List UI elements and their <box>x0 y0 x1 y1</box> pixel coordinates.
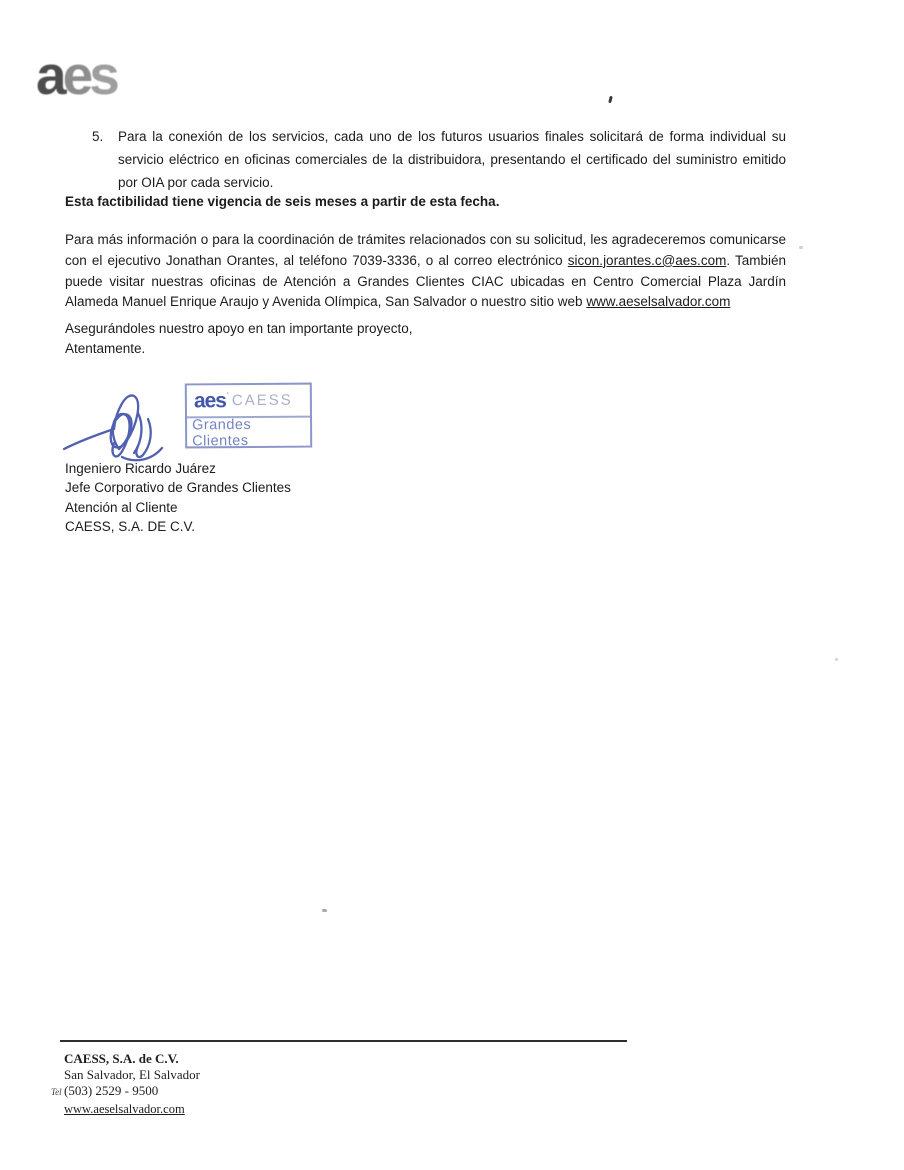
signer-name: Ingeniero Ricardo Juárez <box>65 461 216 476</box>
footer-website-link: www.aeselsalvador.com <box>64 1101 185 1116</box>
stamp-aes-logo: aes <box>193 389 227 413</box>
footer-divider <box>60 1040 627 1042</box>
stamp-caess-label: CAESS <box>231 391 293 410</box>
contact-text: Para más información o para la coordinación de trámites relacionados con su solicitud, les agradeceremos comunicarse con el ejecutivo Jonathan Orantes, al teléfono 7039-3336, o al correo electrónico <box>65 232 786 268</box>
signer-company: CAESS, S.A. DE C.V. <box>65 518 196 534</box>
footer-phone-number: (503) 2529 - 9500 <box>64 1083 159 1099</box>
stamp-department-label: Grandes Clientes <box>192 416 252 450</box>
signer-department: Atención al Cliente <box>65 499 178 515</box>
closing-line: Atentamente. <box>65 341 146 356</box>
list-item-number: 5. <box>92 129 104 144</box>
signature-block <box>65 459 291 536</box>
footer <box>51 1051 200 1117</box>
caess-stamp <box>185 383 312 449</box>
scan-speck <box>322 909 327 912</box>
scan-speck <box>608 96 613 104</box>
footer-company: CAESS, S.A. de C.V. <box>64 1051 179 1066</box>
footer-location: San Salvador, El Salvador <box>64 1067 200 1083</box>
aes-logo <box>36 44 116 106</box>
contact-website-link: www.aeselsalvador.com <box>586 294 731 310</box>
logo-letter: e <box>62 44 90 106</box>
list-item-text: Para la conexión de los servicios, cada uno de los futuros usuarios finales solicitará de forma individual su servicio eléctrico en oficinas comerciales de la distribuidora, presentando el certificado del suministro emitido por OIA por cada servicio. <box>118 129 786 190</box>
contact-email-link: sicon.jorantes.c@aes.com <box>567 252 727 268</box>
footer-tel-label: Tel <box>51 1087 62 1098</box>
stamp-trademark-tick: ' <box>226 391 229 403</box>
contact-paragraph <box>65 230 786 313</box>
signer-title: Jefe Corporativo de Grandes Clientes <box>65 480 291 496</box>
footer-phone-line <box>51 1083 200 1100</box>
logo-letter: a <box>36 44 63 106</box>
handwritten-signature <box>58 386 184 470</box>
validity-notice: Esta factibilidad tiene vigencia de seis meses a partir de esta fecha. <box>65 194 500 209</box>
list-item-5 <box>92 125 786 194</box>
contact-text: . También puede visitar nuestras oficinas de Atención a Grandes Clientes CIAC ubicadas en Centro Comercial Plaza Jardín Alameda Manuel Enrique Araujo y Avenida Olímpica, San Salvador o nuestro sitio web <box>65 252 786 310</box>
scan-speck <box>799 246 803 249</box>
logo-letter: s <box>89 44 116 106</box>
stamp-top-row <box>187 385 310 419</box>
scan-speck <box>835 658 838 661</box>
closing-line: Asegurándoles nuestro apoyo en tan importante proyecto, <box>65 321 413 336</box>
